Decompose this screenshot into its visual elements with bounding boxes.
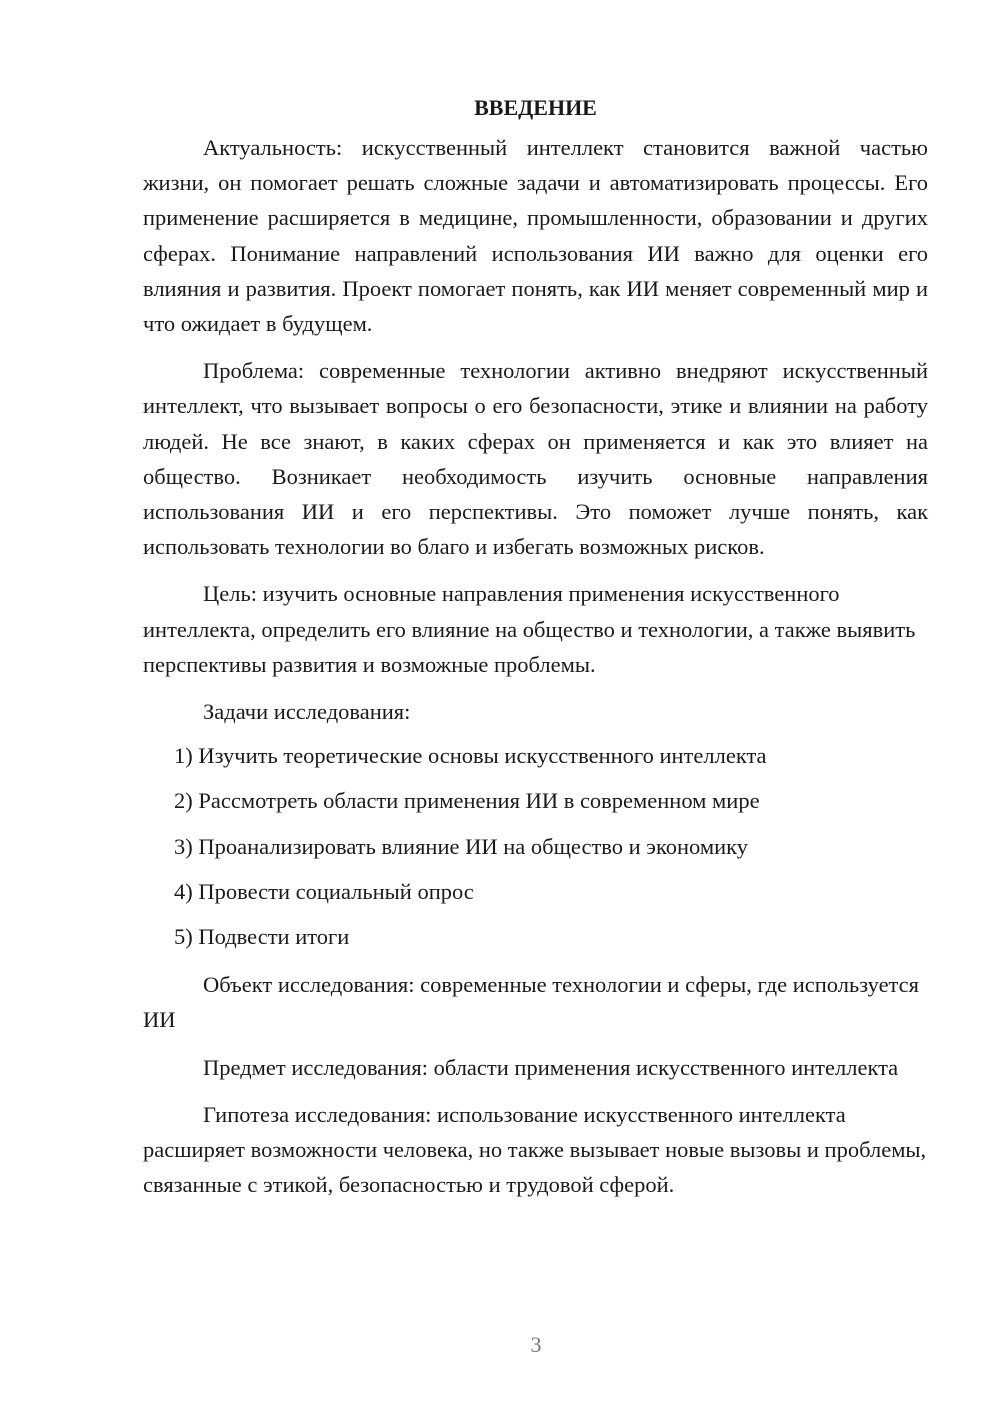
paragraph-subject: Предмет исследования: области применения искусственного интеллекта — [203, 1054, 899, 1080]
tasks-list — [143, 733, 928, 959]
paragraph-object: Объект исследования: современные технологии и сферы, где используется ИИ — [143, 972, 920, 1033]
list-item: 1) Изучить теоретические основы искусственного интеллекта — [174, 743, 767, 769]
section-heading: ВВЕДЕНИЕ — [474, 95, 597, 120]
paragraph-problem: Проблема: современные технологии активно внедряют искусственный интеллект, что вызывает вопросы о его безопасности, этике и влиянии на работу людей. Не все знают, в каких сферах он применяется и как это влияет на общество. Возникает необходимость изучить основные направления использования ИИ и его перспективы. Это поможет лучше понять, как использовать технологии во благо и избегать возможных рисков. — [143, 358, 928, 560]
list-item: 2) Рассмотреть области применения ИИ в современном мире — [174, 788, 760, 814]
list-item: 4) Провести социальный опрос — [174, 878, 474, 904]
list-item: 3) Проанализировать влияние ИИ на общество и экономику — [174, 833, 748, 859]
paragraph-relevance: Актуальность: искусственный интеллект становится важной частью жизни, он помогает решать сложные задачи и автоматизировать процессы. Его применение расширяется в медицине, промышленности, образовании и других сферах. Понимание направлений использования ИИ важно для оценки его влияния и развития. Проект помогает понять, как ИИ меняет современный мир и что ожидает в будущем. — [143, 135, 928, 337]
paragraph-hypothesis: Гипотеза исследования: использование искусственного интеллекта расширяет возможности человека, но также вызывает новые вызовы и проблемы, связанные с этикой, безопасностью и трудовой сферой. — [143, 1101, 927, 1198]
paragraph-goal: Цель: изучить основные направления применения искусственного интеллекта, определить его влияние на общество и технологии, а также выявить перспективы развития и возможные проблемы. — [143, 581, 916, 677]
page-number: 3 — [530, 1332, 542, 1357]
page-content — [143, 90, 928, 1214]
list-item: 5) Подвести итоги — [174, 924, 350, 950]
tasks-label: Задачи исследования: — [203, 699, 411, 725]
